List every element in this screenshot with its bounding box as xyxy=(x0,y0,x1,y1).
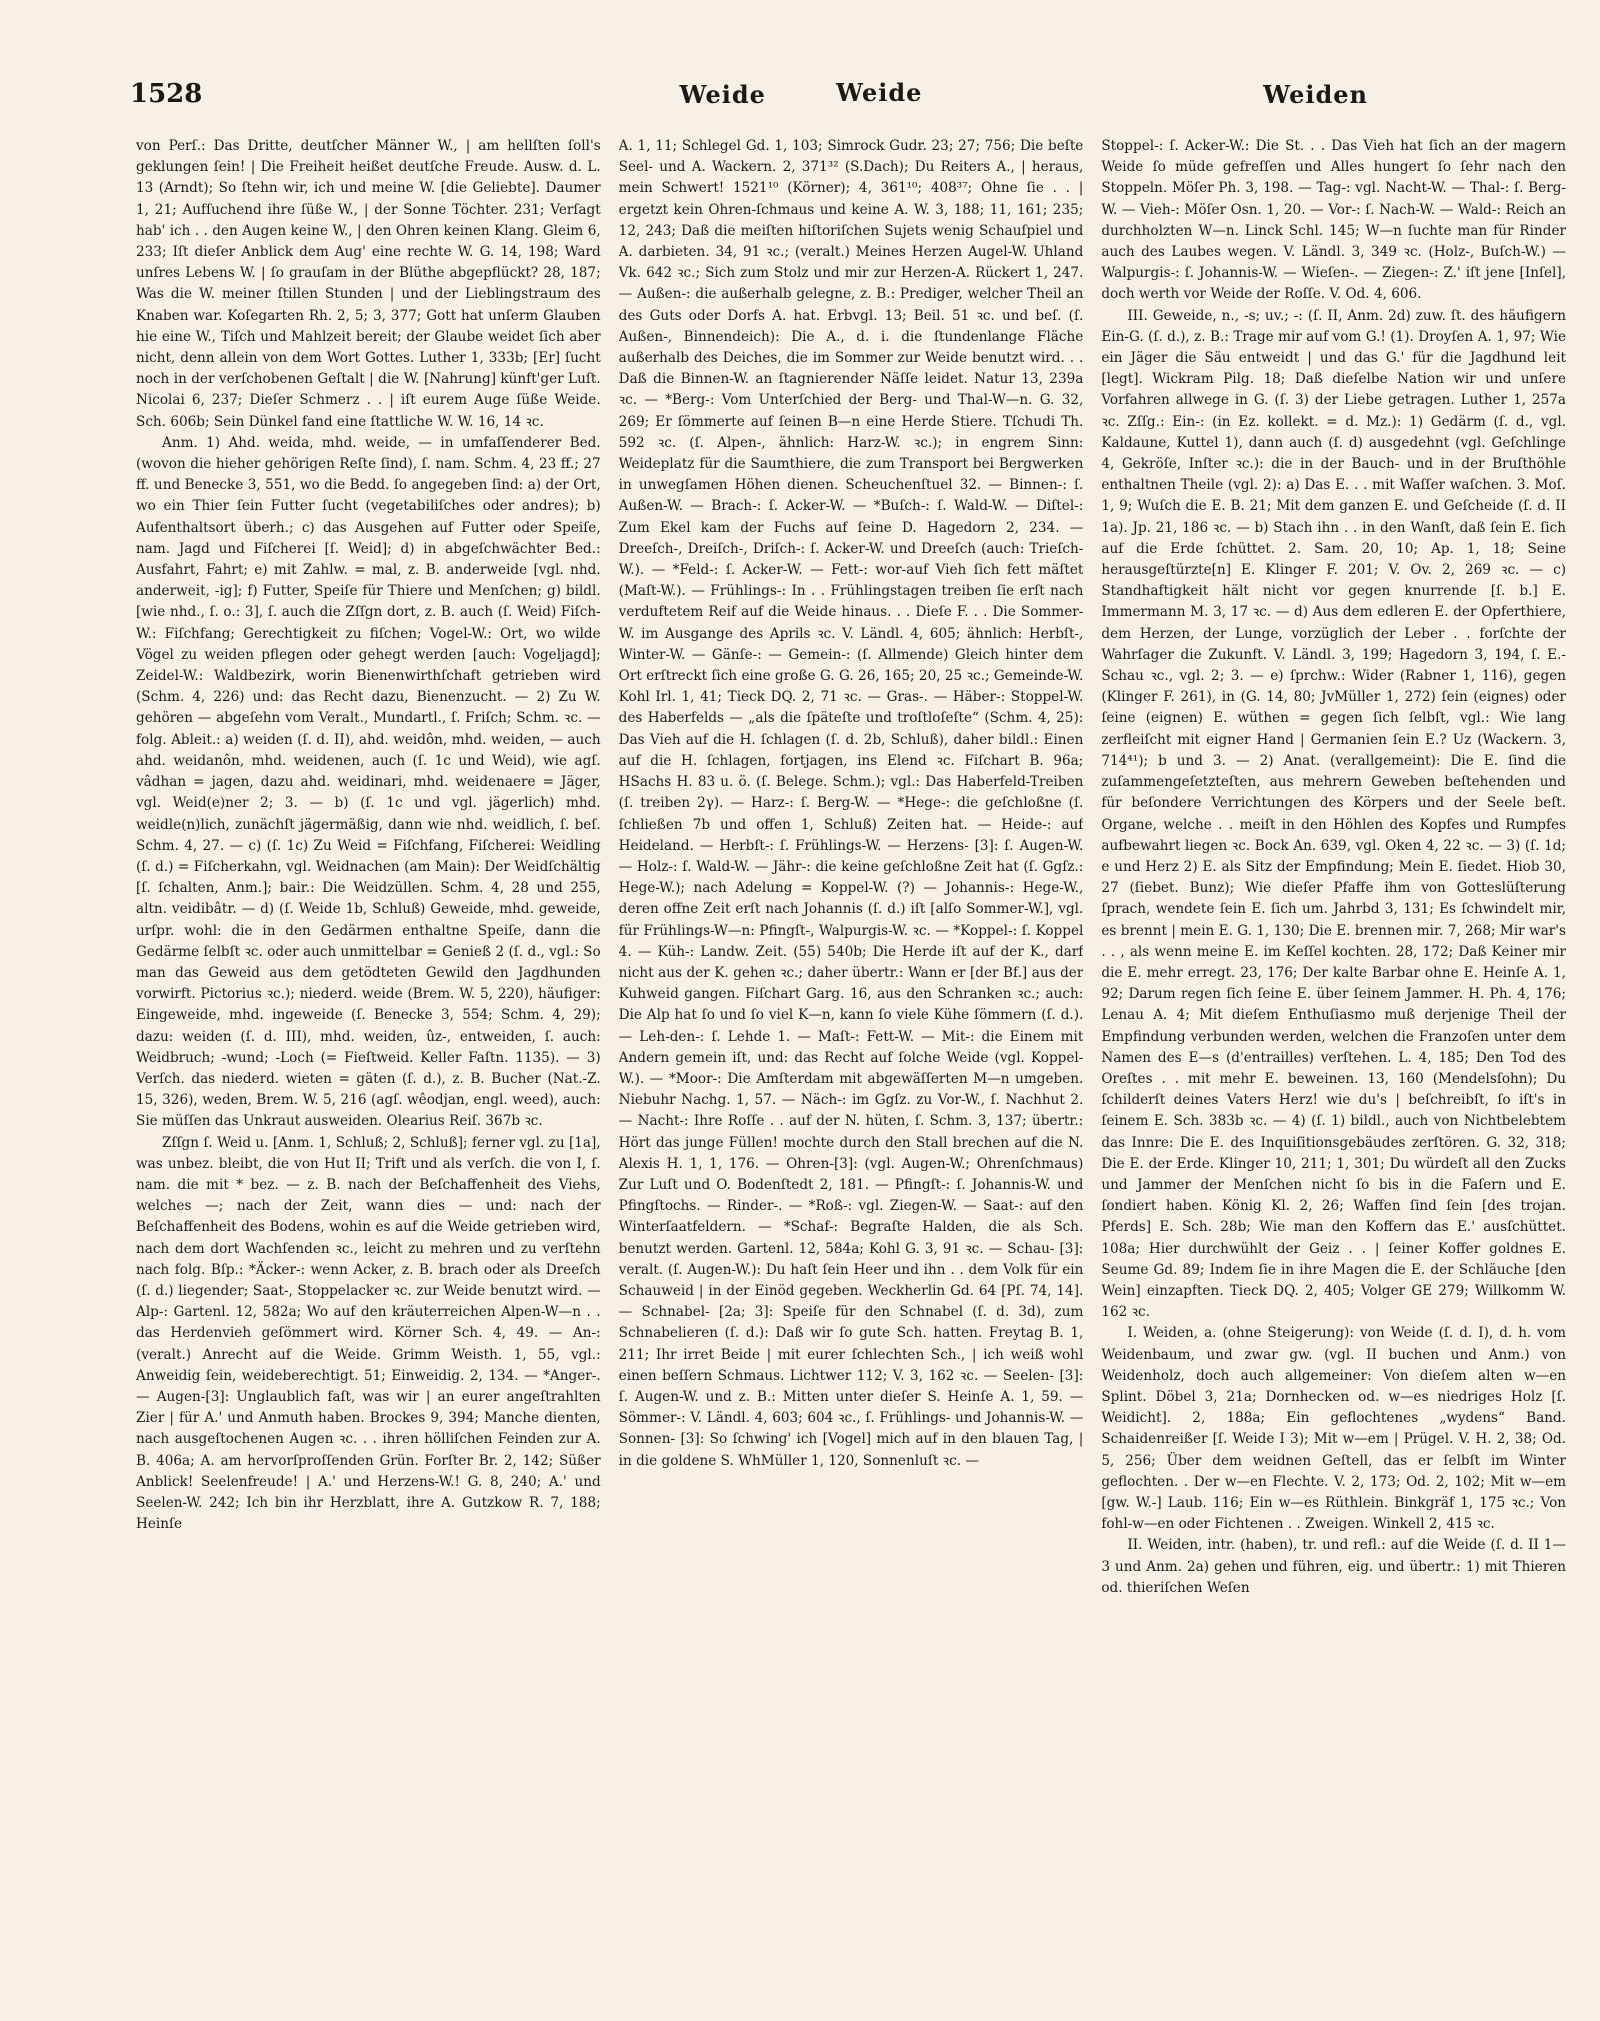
column-middle xyxy=(619,136,1084,1976)
running-head-center: Weide xyxy=(836,78,923,107)
paragraph: A. 1, 11; Schlegel Gd. 1, 103; Simrock Gudr. 23; 27; 756; Die beſte Seel- und A. Wackern. 2, 371³² (S.Dach); Du Reiters A., | heraus, mein Schwert! 1521¹⁰ (Körner); 4, 361¹⁰; 408³⁷; Ohne ſie . . | ergetzt kein Ohren-ſchmaus und keine A. W. 3, 188; 11, 161; 235; 12, 243; Daß die meiſten hiſtoriſchen Sujets wenig Schauſpiel und A. darbieten. 34, 91 ꝛc.; (veralt.) Meines Herzen Augel-W. Uhland Vk. 642 ꝛc.; Sich zum Stolz und mir zur Herzen-A. Rückert 1, 247. — Außen-: die außerhalb gelegne, z. B.: Prediger, welcher Theil an des Guts oder Dorfs A. hat. Erbvgl. 13; Beil. 51 ꝛc. und beſ. (ſ. Außen-, Binnendeich): Die A., d. i. die ſtundenlange Fläche außerhalb des Deiches, die im Sommer zur Weide benutzt wird. . . Daß die Binnen-W. an ſtagnierender Näſſe leidet. Natur 13, 239a ꝛc. — *Berg-: Vom Unterſchied der Berg- und Thal-W—n. G. 32, 269; Er ſömmerte auf ſeinen B—n eine Herde Stiere. Tſchudi Th. 592 ꝛc. (ſ. Alpen-, ähnlich: Harz-W. ꝛc.); in engrem Sinn: Weideplatz für die Saumthiere, die zum Transport bei Bergwerken in unwegſamen Höhen dienen. Scheuchenſtuel 32. — Binnen-: ſ. Außen-W. — Brach-: ſ. Acker-W. — *Buſch-: ſ. Wald-W. — Diſtel-: Zum Ekel kam der Fuchs auf ſeine D. Hagedorn 2, 234. — Dreeſch-, Dreiſch-, Driſch-: ſ. Acker-W. und Dreeſch (auch: Trieſch-W.). — *Feld-: ſ. Acker-W. — Fett-: wor-auf Vieh ſich fett mäſtet (Maſt-W.). — Frühlings-: In . . Frühlingstagen treiben ſie erſt nach verduftetem Reif auf die Weide hinaus. . . Dieſe F. . . Die Sommer-W. im Ausgange des Aprils ꝛc. V. Ländl. 4, 605; ähnlich: Herbſt-, Winter-W. — Gänſe-: — Gemein-: (ſ. Allmende) Gleich hinter dem Ort erſtreckt ſich eine große G. G. 26, 165; 20, 25 ꝛc.; Gemeinde-W. Kohl Irl. 1, 41; Tieck DQ. 2, 71 ꝛc. — Gras-. — Häber-: Stoppel-W. des Haberfelds — „als die ſpäteſte und troſtloſeſte“ (Schm. 4, 25): Das Vieh auf die H. ſchlagen (ſ. d. 2b, Schluß), daher bildl.: Einen auf die H. ſchlagen, fortjagen, ins Elend ꝛc. Fiſchart B. 96a; HSachs H. 83 u. ö. (ſ. Belege. Schm.); vgl.: Das Haberfeld-Treiben (ſ. treiben 2γ). — Harz-: ſ. Berg-W. — *Hege-: die geſchloßne (ſ. ſchließen 7b und offen 1, Schluß) Zeiten hat. — Heide-: auf Heideland. — Herbſt-: ſ. Frühlings-W. — Herzens- [3]: ſ. Augen-W. — Holz-: ſ. Wald-W. — Jähr-: die keine geſchloßne Zeit hat (ſ. Ggſz.: Hege-W.); nach Adelung = Koppel-W. (?) — Johannis-: Hege-W., deren offne Zeit erſt nach Johannis (ſ. d.) iſt [alſo Sommer-W.], vgl. für Frühlings-W—n: Pfingſt-, Walpurgis-W. ꝛc. — *Koppel-: ſ. Koppel 4. — Küh-: Landw. Zeit. (55) 540b; Die Herde iſt auf der K., darf nicht aus der K. gehen ꝛc.; daher übertr.: Wann er [der Bf.] aus der Kuhweid gangen. Fiſchart Garg. 16, aus den Schranken ꝛc.; auch: Die Alp hat ſo und ſo viel K—n, kann ſo viele Kühe ſömmern (ſ. d.). — Leh-den-: ſ. Lehde 1. — Maſt-: Fett-W. — Mit-: die Einem mit Andern gemein iſt, und: das Recht auf ſolche Weide (vgl. Koppel-W.). — *Moor-: Die Amſterdam mit abgewäſſerten M—n umgeben. Niebuhr Nachg. 1, 57. — Näch-: im Ggſz. zu Vor-W., ſ. Nachhut 2. — Nacht-: Ihre Roſſe . . auf der N. hüten, ſ. Schm. 3, 137; übertr.: Hört das junge Füllen! mochte durch den Stall brechen auf die N. Alexis H. 1, 1, 176. — Ohren-[3]: (vgl. Augen-W.; Ohrenſchmaus) Zur Luſt und O. Bodenſtedt 2, 181. — Pfingſt-: ſ. Johannis-W. und Pfingſtochs. — Rinder-. — *Roß-: vgl. Ziegen-W. — Saat-: auf den Winterſaatfeldern. — *Schaf-: Begraſte Halden, die als Sch. benutzt werden. Gartenl. 12, 584a; Kohl G. 3, 91 ꝛc. — Schau- [3]: veralt. (ſ. Augen-W.): Du haſt ſein Heer und ihn . . dem Volk für ein Schauweid | in der Einöd gegeben. Weckherlin Gd. 64 [Pſ. 74, 14]. — Schnabel- [2a; 3]: Speiſe für den Schnabel (ſ. d. 3d), zum Schnabelieren (ſ. d.): Daß wir ſo gute Sch. hatten. Freytag B. 1, 211; Ihr irret Beide | mit eurer ſchlechten Sch., | ich weiß wohl einen beſſern Schmaus. Lichtwer 112; V. 3, 162 ꝛc. — Seelen- [3]: ſ. Augen-W. und z. B.: Mitten unter dieſer S. Heinſe A. 1, 59. — Sömmer-: V. Ländl. 4, 603; 604 ꝛc., ſ. Frühlings- und Johannis-W. — Sonnen- [3]: So ſchwing' ich [Vogel] mich auf in den blauen Tag, | in die goldene S. WhMüller 1, 120, Sonnenluſt ꝛc. — xyxy=(618,138,1084,1469)
paragraph: I. Weiden, a. (ohne Steigerung): von Weide (ſ. d. I), d. h. vom Weidenbaum, und zwar gw. (vgl. II buchen und Anm.) von Weidenholz, doch auch allgemeiner: Von dieſem alten w—en Splint. Döbel 3, 21a; Dornhecken od. w—es niedriges Holz [ſ. Weidicht]. 2, 188a; Ein geflochtenes „wydens“ Band. Schaidenreißer [ſ. Weide I 3); Mit w—em | Prügel. V. H. 2, 38; Od. 5, 256; Über dem weidnen Geſtell, das er ſelbſt im Winter geflochten. . Der w—en Flechte. V. 2, 173; Od. 2, 102; Mit w—em [gw. W.-] Laub. 116; Ein w—es Rüthlein. Binkgräf 1, 175 ꝛc.; Von fohl-w—en oder Fichtenen . . Zweigen. Winkell 2, 415 ꝛc. xyxy=(1101,1325,1567,1533)
page-header xyxy=(130,70,1368,118)
paragraph: Zſſgn ſ. Weid u. [Anm. 1, Schluß; 2, Schluß]; ferner vgl. zu [1a], was unbez. bleibt, die von Hut II; Trift und als verſch. die von I, ſ. nam. die mit * bez. — z. B. nach der Beſchaffenheit des Viehs, welches —; nach der Zeit, wann dies — und: nach der Beſchaffenheit des Bodens, wohin es auf die Weide getrieben wird, nach dem dort Wachſenden ꝛc., leicht zu mehren und zu verſtehn nach folg. Bſp.: *Äcker-: wenn Acker, z. B. brach oder als Dreeſch (ſ. d.) liegender; Saat-, Stoppelacker ꝛc. zur Weide benutzt wird. — Alp-: Gartenl. 12, 582a; Wo auf den kräuterreichen Alpen-W—n . . das Herdenvieh geſömmert wird. Körner Sch. 4, 49. — An-: (veralt.) Anrecht auf die Weide. Grimm Weisth. 1, 55, vgl.: Anweidig ſein, weideberechtigt. 51; Einweidig. 2, 134. — *Anger-. — Augen-[3]: Unglaublich faſt, was wir | an eurer angeſtrahlten Zier | für A.' und Anmuth haben. Brockes 9, 394; Manche dienten, nach ausgeſtochenen Augen ꝛc. . . ihren hölliſchen Feinden zur A. B. 406a; A. am hervorſproſſenden Grün. Forſter Br. 2, 142; Süßer Anblick! Seelenfreude! | A.' und Herzens-W.! G. 8, 240; A.' und Seelen-W. 242; Ich bin ihr Herzblatt, ihre A. Gutzkow R. 7, 188; Heinſe xyxy=(136,1134,601,1533)
column-right xyxy=(1101,136,1566,1976)
column-left xyxy=(136,136,601,1976)
page-number: 1528 xyxy=(130,79,203,109)
paragraph: Stoppel-: ſ. Acker-W.: Die St. . . Das Vieh hat ſich an der magern Weide ſo müde gefreſſen und Alles hungert ſo ſehr nach den Stoppeln. Möſer Ph. 3, 198. — Tag-: vgl. Nacht-W. — Thal-: ſ. Berg-W. — Vieh-: Möſer Osn. 1, 20. — Vor-: ſ. Nach-W. — Wald-: Reich an durchholzten W—n. Linck Schl. 145; W—n ſuchte man für Rinder auch des Laubes wegen. V. Ländl. 3, 349 ꝛc. (Holz-, Buſch-W.) — Walpurgis-: ſ. Johannis-W. — Wieſen-. — Ziegen-: Z.' iſt jene [Inſel], doch werth vor Weide der Roſſe. V. Od. 4, 606. xyxy=(1101,138,1567,303)
paragraph: Anm. 1) Ahd. weida, mhd. weide, — in umfaſſenderer Bed. (wovon die hieher gehörigen Reſte ſind), ſ. nam. Schm. 4, 23 ff.; 27 ff. und Benecke 3, 551, wo die Bedd. ſo angegeben ſind: a) der Ort, wo ein Thier ſein Futter ſucht (vegetabiliſches oder andres); b) Aufenthaltsort überh.; c) das Ausgehen auf Futter oder Speiſe, nam. Jagd und Fiſcherei [ſ. Weid]; d) in abgeſchwächter Bed.: Ausfahrt, Fahrt; e) mit Zahlw. = mal, z. B. anderweide [vgl. nhd. anderweit, -ig]; f) Futter, Speiſe für Thiere und Menſchen; g) bildl. [wie nhd., ſ. o.: 3], ſ. auch die Zſſgn dort, z. B. auch (ſ. Weid) Fiſch-W.: Fiſchfang; Gerechtigkeit zu fiſchen; Vogel-W.: Ort, wo wilde Vögel zu weiden pflegen oder gehegt werden [auch: Vogeljagd]; Zeidel-W.: Waldbezirk, worin Bienenwirthſchaft getrieben wird (Schm. 4, 226) und: das Recht dazu, Bienenzucht. — 2) Zu W. gehören — abgeſehn vom Veralt., Mundartl., ſ. Friſch; Schm. ꝛc. — folg. Ableit.: a) weiden (ſ. d. II), ahd. weidôn, mhd. weiden, — auch ahd. weidanôn, mhd. weidenen, auch (ſ. 1c und Weid), wie agſ. vâdhan = jagen, dazu ahd. weidinari, mhd. weidenaere = Jäger, vgl. Weid(e)ner 2; 3. — b) (ſ. 1c und vgl. jägerlich) mhd. weidle(n)lich, zunächſt jägermäßig, dann wie nhd. weidlich, ſ. beſ. Schm. 4, 27. — c) (ſ. 1c) Zu Weid = Fiſchfang, Fiſcherei: Weidling (ſ. d.) = Fiſcherkahn, vgl. Weidnachen (am Main): Der Weidſchältig [ſ. ſchalten, Anm.]; bair.: Die Weidzüllen. Schm. 4, 28 und 255, altn. veidibâtr. — d) (ſ. Weide 1b, Schluß) Geweide, mhd. geweide, urſpr. wohl: die in den Gedärmen enthaltne Speiſe, dann die Gedärme ſelbſt ꝛc. oder auch unmittelbar = Genieß 2 (ſ. d., vgl.: So man das Geweid aus dem getödteten Gewild den Jagdhunden vorwirft. Pictorius ꝛc.); niederd. weide (Brem. W. 5, 220), häufiger: Eingeweide, mhd. ingeweide (ſ. Benecke 3, 554; Schm. 4, 29); dazu: weiden (ſ. d. III), mhd. weiden, ûz-, entweiden, ſ. auch: Weidbruch; -wund; -Loch (= Fieſtweid. Keller Faſtn. 1135). — 3) Verſch. das niederd. wieten = gäten (ſ. d.), z. B. Bucher (Nat.-Z. 15, 326), weden, Brem. W. 5, 216 (agſ. wêodjan, engl. weed), auch: Sie müſſen das Unkraut ausweiden. Olearius Reiſ. 367b ꝛc. xyxy=(136,434,601,1130)
running-head-left: Weide xyxy=(679,79,766,109)
paragraph: III. Geweide, n., -s; uv.; -: (ſ. II, Anm. 2d) zuw. ſt. des häufigern Ein-G. (ſ. d.), z. B.: Trage mir auf vom G.! (1). Droyſen A. 1, 97; Wie ein Jäger die Säu entweidt | und das G.' für die Jagdhund leit [legt]. Wickram Pilg. 18; Daß dieſelbe Nation wir und unſere Vorfahren allwege in G. (ſ. 3) der Liebe getragen. Luther 1, 257a ꝛc. Zſſg.: Ein-: (in Ez. kollekt. = d. Mz.): 1) Gedärm (ſ. d., vgl. Kaldaune, Kuttel 1), dann auch (ſ. d) ausgedehnt (vgl. Geſchlinge 4, Gekröſe, Inſter ꝛc.): die in der Bauch- und in der Bruſthöhle enthaltnen Theile (vgl. 2): a) Das E. . . mit Waſſer waſchen. 3. Moſ. 1, 9; Wuſch die E. B. 21; Mit dem ganzen E. und Geſcheide (ſ. d. II 1a). Jp. 21, 186 ꝛc. — b) Stach ihn . . in den Wanſt, daß ſein E. ſich auf die Erde ſchüttet. 2. Sam. 20, 10; Ap. 1, 18; Seine herausgeſtürzte[n] E. Klinger F. 201; V. Ov. 2, 269 ꝛc. — c) Standhaftigkeit hält nicht vor gegen knurrende [ſ. b.] E. Immermann M. 3, 17 ꝛc. — d) Aus dem edleren E. der Opferthiere, dem Herzen, der Lunge, vorzüglich der Leber . . forſchte der Wahrſager die Zukunft. V. Ländl. 3, 199; Hagedorn 3, 194, ſ. E.-Schau ꝛc., vgl. 2; 3. — e) ſprchw.: Wider (Rabner 1, 116), gegen (Klinger F. 261), in (G. 14, 80; JvMüller 1, 272) ſein (eignes) oder ſeine (eignen) E. wüthen = gegen ſich ſelbſt, vgl.: Wie lang zerfleiſcht mit eigner Hand | Germanien ſein E.? Uz (Wackern. 3, 714⁴¹); b und 3. — 2) Anat. (verallgemeint): Die E. ſind die zuſammengeſetzteſten, aus mehrern Geweben beſtehenden und für beſondere Verrichtungen des Körpers und der Seele beſt. Organe, welche . . meiſt in den Höhlen des Kopfes und Rumpfes aufbewahrt liegen ꝛc. Bock An. 639, vgl. Oken 4, 22 ꝛc. — 3) (ſ. 1d; e und Herz 2) E. als Sitz der Empfindung; Mein E. ſiedet. Hiob 30, 27 (ſiebet. Bunz); Wie dieſer Pfaffe ihm von Gotteslüſterung ſprach, wendete ſein E. ſich um. Jahrbd 3, 131; Es ſchwindelt mir, es brennt | mein E. G. 1, 130; Die E. brennen mir. 7, 268; Mir war's . . , als wenn meine E. im Keſſel kochten. 28, 172; Daß Keiner mir die E. mehr erregt. 23, 176; Der kalte Barbar ohne E. Heinſe A. 1, 92; Darum regen ſich ſeine E. über ſeinem Jammer. H. Ph. 4, 176; Lenau A. 4; Mit dieſem Enthuſiasmo muß derjenige Theil der Empfindung verbunden werden, welchen die Franzoſen unter dem Namen des E—s (d'entrailles) verſtehen. L. 4, 185; Den Tod des Oreſtes . . mit mehr E. beweinen. 13, 160 (Mendelsſohn); Du ſchilderſt deines Vaters Herz! wie du's | beſchreibſt, ſo iſt's in ſeinem E. Sch. 383b ꝛc. — 4) (ſ. 1) bildl., auch von Nichtbelebtem das Innre: Die E. des Inquiſitionsgebäudes zerſtören. G. 32, 318; Die E. der Erde. Klinger 10, 211; 1, 301; Du würdeſt all den Zucks und Jammer der Menſchen nicht ſo bis in die Faſern und E. ſondiert haben. König Kl. 2, 26; Waffen ſind ſein [des trojan. Pferds] E. Sch. 28b; Wie man den Koffern das E.' ausſchüttet. 108a; Hier durchwühlt der Geiz . . | ſeiner Koffer goldnes E. Seume Gd. 89; Indem ſie in ihre Magen die E. der Schläuche [den Wein] einzapften. Tieck DQ. 2, 405; Volger GE 279; Willkomm W. 162 ꝛc. xyxy=(1101,307,1567,1321)
text-columns xyxy=(136,136,1566,1976)
paragraph: II. Weiden, intr. (haben), tr. und refl.: auf die Weide (ſ. d. II 1—3 und Anm. 2a) gehen und führen, eig. und übertr.: 1) mit Thieren od. thieriſchen Weſen xyxy=(1101,1537,1567,1596)
running-head-right: Weiden xyxy=(1263,79,1368,109)
paragraph: von Perſ.: Das Dritte, deutſcher Männer W., | am hellſten ſoll's geklungen ſein! | Die Freiheit heißet deutſche Freude. Ausw. d. L. 13 (Arndt); So ſtehn wir, ich und meine W. [die Geliebte]. Daumer 1, 21; Aufſuchend ihre ſüße W., | der Sonne Töchter. 231; Verſagt hab' ich . . den Augen keine W., | den Ohren keinen Klang. Gleim 6, 233; Iſt dieſer Anblick dem Aug' eine rechte W. G. 14, 198; Ward unſres Lebens W. | ſo grauſam in der Blüthe abgepflückt? 28, 187; Was die W. meiner ſtillen Stunden | und der Lieblingstraum des Knaben war. Koſegarten Rh. 2, 5; 3, 377; Gott hat unſerm Glauben hie eine W., Tiſch und Mahlzeit bereit; der Glaube weidet ſich aber nicht, denn allein von dem Wort Gottes. Luther 1, 333b; [Er] ſucht noch in der verſchobenen Geſtalt | die W. [Nahrung] künft'ger Luſt. Nicolai 6, 237; Dieſer Schmerz . . | iſt eurem Auge ſüße Weide. Sch. 606b; Sein Dünkel fand eine ſtattliche W. W. 16, 14 ꝛc. xyxy=(136,138,601,430)
